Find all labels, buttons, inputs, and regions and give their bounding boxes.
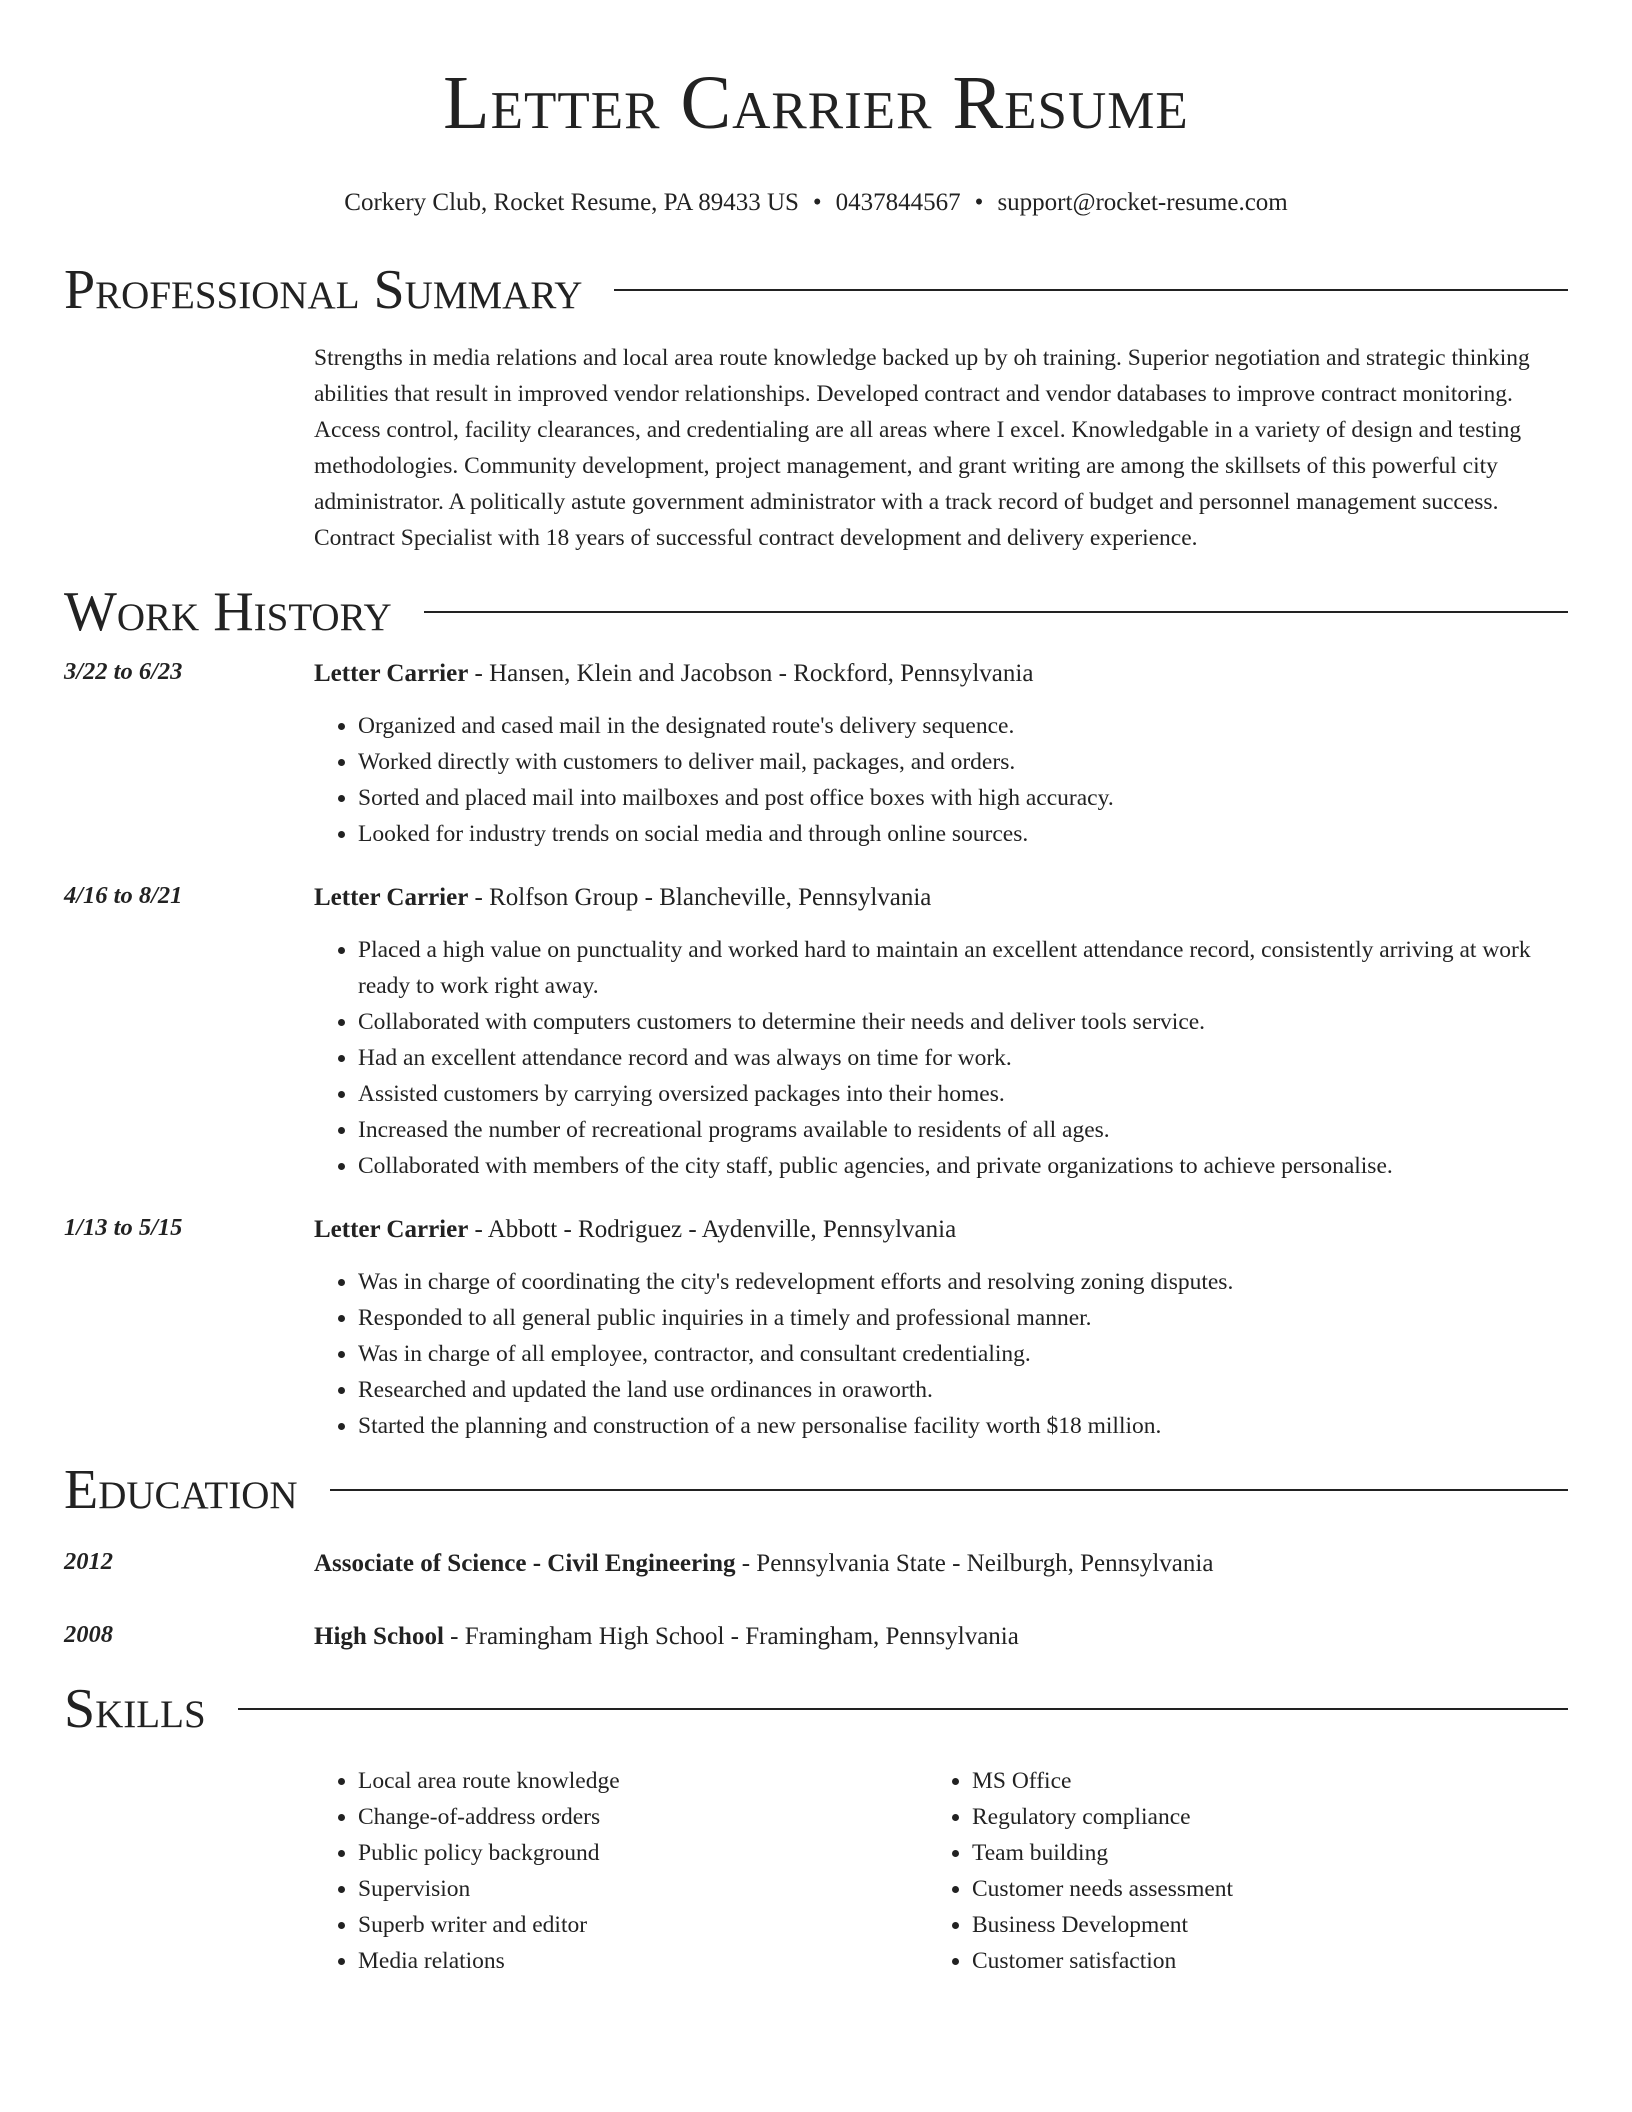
job-bullet: • Responded to all general public inquiries in a timely and professional manner.: [358, 1300, 1568, 1336]
skills-section-title: Skills: [64, 1678, 206, 1740]
job-bullet: • Started the planning and construction of a new personalise facility worth $18 million.: [358, 1408, 1568, 1444]
summary-section-title: Professional Summary: [64, 259, 583, 321]
section-divider: [614, 289, 1568, 291]
contact-email: support@rocket-resume.com: [997, 189, 1288, 216]
education-year: 2012: [64, 1548, 113, 1575]
contact-separator: •: [974, 189, 984, 216]
skill-item: • Superb writer and editor: [358, 1907, 928, 1943]
job-bullet: • Increased the number of recreational programs available to residents of all ages.: [358, 1112, 1568, 1148]
job-bullet: • Worked directly with customers to deliver mail, packages, and orders.: [358, 744, 1568, 780]
contact-address: Corkery Club, Rocket Resume, PA 89433 US: [344, 189, 799, 216]
skill-item: • Customer needs assessment: [972, 1871, 1532, 1907]
job-body: [314, 878, 1568, 1184]
job-dates: 4/16 to 8/21: [64, 882, 183, 909]
education-section-header: [64, 1458, 1568, 1522]
job-bullets: [314, 1264, 1568, 1444]
job-bullet: • Organized and cased mail in the designated route's delivery sequence.: [358, 708, 1568, 744]
skill-item: • Change-of-address orders: [358, 1799, 928, 1835]
job-entry: [64, 1210, 1568, 1444]
job-entry: [64, 654, 1568, 852]
education-heading: [314, 1546, 1213, 1582]
skill-item: • Team building: [972, 1835, 1532, 1871]
education-degree: Associate of Science - Civil Engineering: [314, 1550, 736, 1577]
summary-text: Strengths in media relations and local area route knowledge backed up by oh training. Superior negotiation and strategic thinking abilities that result in improved vendor relationships. Developed contract and vendor databases to improve contract monitoring. Access control, facility clearances, and credentialing are all areas where I excel. Knowledgable in a variety of design and testing methodologies. Community development, project management, and grant writing are among the skillsets of this powerful city administrator. A politically astute government administrator with a track record of budget and personnel management success. Contract Specialist with 18 years of successful contract development and delivery experience.: [314, 345, 1530, 551]
skill-item: • Customer satisfaction: [972, 1943, 1532, 1979]
job-details: - Abbott - Rodriguez - Aydenville, Pennsylvania: [468, 1216, 957, 1243]
job-details: - Hansen, Klein and Jacobson - Rockford, Pennsylvania: [468, 660, 1034, 687]
skills-list-right: [928, 1763, 1532, 1979]
section-divider: [330, 1489, 1568, 1491]
education-details: - Framingham High School - Framingham, Pennsylvania: [443, 1623, 1019, 1650]
job-bullet: • Collaborated with computers customers to determine their needs and deliver tools service.: [358, 1004, 1568, 1040]
skills-section-header: [64, 1677, 1568, 1741]
job-heading: [314, 880, 1568, 916]
summary-section-header: [64, 258, 1568, 322]
job-bullet: • Collaborated with members of the city staff, public agencies, and private organizations to achieve personalise.: [358, 1148, 1568, 1184]
job-bullet: • Was in charge of all employee, contractor, and consultant credentialing.: [358, 1336, 1568, 1372]
contact-separator: •: [812, 189, 822, 216]
skill-item: • Local area route knowledge: [358, 1763, 928, 1799]
job-bullet: • Researched and updated the land use ordinances in oraworth.: [358, 1372, 1568, 1408]
job-bullets: [314, 708, 1568, 852]
education-entry: [64, 1544, 1568, 1582]
education-year: 2008: [64, 1621, 113, 1648]
skill-item: • MS Office: [972, 1763, 1532, 1799]
skill-item: • Business Development: [972, 1907, 1532, 1943]
job-title: Letter Carrier: [314, 660, 469, 687]
job-details: - Rolfson Group - Blancheville, Pennsylvania: [468, 884, 932, 911]
skills-list-left: [314, 1763, 928, 1979]
job-bullet: • Looked for industry trends on social media and through online sources.: [358, 816, 1568, 852]
education-entry: [64, 1617, 1568, 1655]
job-bullet: • Placed a high value on punctuality and worked hard to maintain an excellent attendance record, consistently arriving at work ready to work right away.: [358, 932, 1568, 1004]
section-divider: [238, 1708, 1568, 1710]
skills-grid: [314, 1763, 1568, 1979]
job-body: [314, 654, 1568, 852]
job-bullet: • Sorted and placed mail into mailboxes and post office boxes with high accuracy.: [358, 780, 1568, 816]
contact-phone: 0437844567: [835, 189, 961, 216]
work-history-list: [64, 654, 1568, 1444]
education-list: [64, 1544, 1568, 1655]
job-title: Letter Carrier: [314, 1216, 469, 1243]
work-section-header: [64, 580, 1568, 644]
contact-line: [64, 188, 1568, 218]
work-section-title: Work History: [64, 581, 392, 643]
job-bullet: • Was in charge of coordinating the city's redevelopment efforts and resolving zoning disputes.: [358, 1264, 1568, 1300]
education-degree: High School: [314, 1623, 444, 1650]
education-details: - Pennsylvania State - Neilburgh, Pennsylvania: [735, 1550, 1214, 1577]
skill-item: • Public policy background: [358, 1835, 928, 1871]
skill-item: • Supervision: [358, 1871, 928, 1907]
job-dates: 3/22 to 6/23: [64, 658, 183, 685]
skill-item: • Media relations: [358, 1943, 928, 1979]
job-heading: [314, 1212, 1568, 1248]
job-bullet: • Assisted customers by carrying oversized packages into their homes.: [358, 1076, 1568, 1112]
job-body: [314, 1210, 1568, 1444]
resume-title: Letter Carrier Resume: [443, 61, 1189, 145]
job-entry: [64, 878, 1568, 1184]
job-bullets: [314, 932, 1568, 1184]
job-title: Letter Carrier: [314, 884, 469, 911]
job-heading: [314, 656, 1568, 692]
skill-item: • Regulatory compliance: [972, 1799, 1532, 1835]
section-divider: [424, 611, 1568, 613]
job-bullet: • Had an excellent attendance record and was always on time for work.: [358, 1040, 1568, 1076]
education-section-title: Education: [64, 1459, 298, 1521]
job-dates: 1/13 to 5/15: [64, 1214, 183, 1241]
education-heading: [314, 1619, 1019, 1655]
